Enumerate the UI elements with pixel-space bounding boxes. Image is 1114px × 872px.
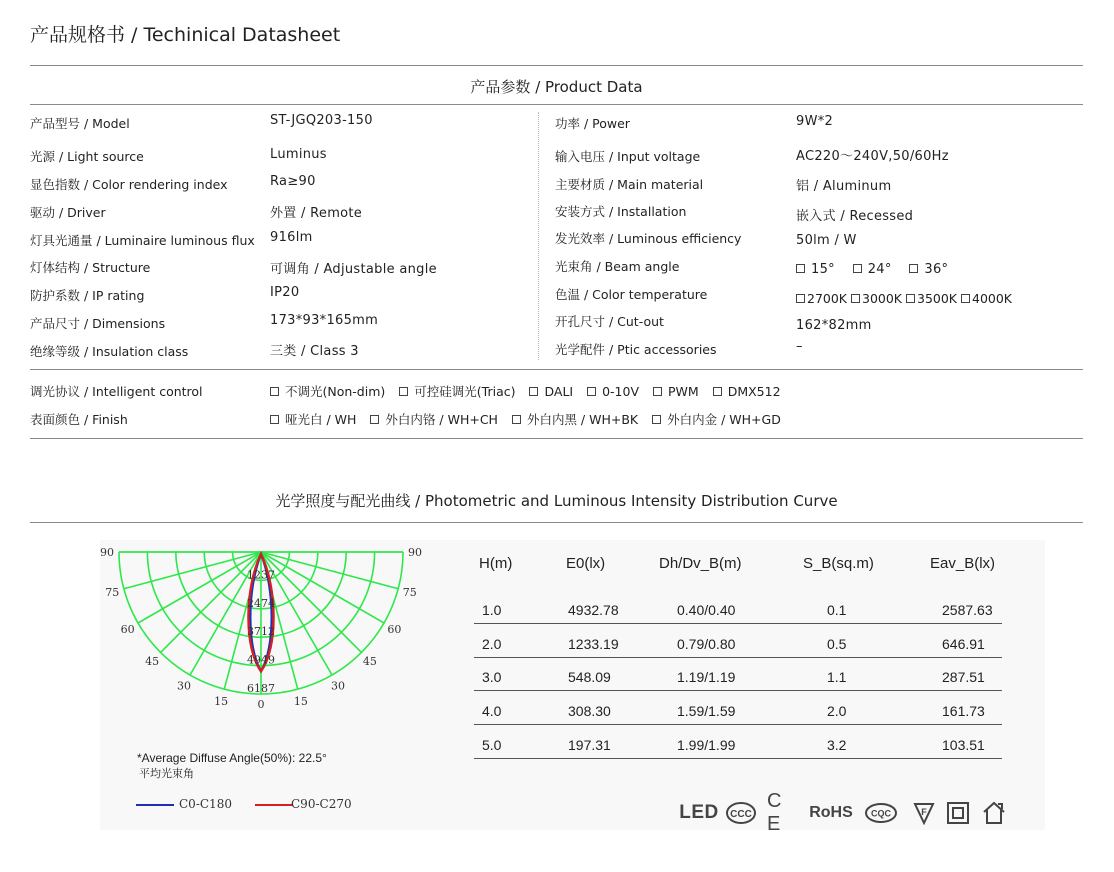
checkbox-icon [906, 294, 915, 303]
polar-angle-label: 15 [214, 694, 229, 708]
polar-ring-label: 1237 [247, 568, 275, 582]
control-options [270, 382, 795, 400]
svg-text:F: F [921, 807, 927, 817]
spec-value-insulation: 三类 / Class 3 [270, 344, 359, 359]
checkbox-icon [796, 294, 805, 303]
table-row-line [474, 690, 1002, 691]
diffuse-angle-note: *Average Diffuse Angle(50%): 22.5° [137, 751, 327, 765]
spec-value-input-voltage: AC220～240V,50/60Hz [796, 149, 949, 164]
spec-label-dimensions: 产品尺寸 / Dimensions [30, 316, 166, 331]
spec-value-power: 9W*2 [796, 114, 834, 129]
checkbox-icon [653, 387, 662, 396]
polar-spoke [261, 552, 384, 623]
table-cell: 103.51 [942, 737, 985, 753]
checkbox-icon [270, 415, 279, 424]
table-cell: 161.73 [942, 703, 985, 719]
checkbox-icon [909, 264, 918, 273]
control-option[interactable]: DMX512 [713, 384, 781, 399]
control-option[interactable]: 可控硅调光(Triac) [399, 384, 515, 399]
spec-label-cut-out: 开孔尺寸 / Cut-out [555, 314, 664, 329]
finish-options [270, 410, 795, 428]
cct-option-3500k[interactable]: 3500K [906, 291, 957, 306]
finish-option[interactable]: 外白内金 / WH+GD [652, 412, 781, 427]
table-row-line [474, 758, 1002, 759]
table-cell: 0.5 [827, 636, 847, 652]
checkbox-icon [270, 387, 279, 396]
table-cell: 0.1 [827, 602, 847, 618]
table-cell: 5.0 [482, 737, 502, 753]
page-title: 产品规格书 / Techinical Datasheet [30, 24, 341, 46]
spec-value-main-material: 铝 / Aluminum [796, 179, 892, 194]
table-cell: 1.1 [827, 669, 847, 685]
divider [30, 369, 1083, 370]
table-cell: 646.91 [942, 636, 985, 652]
polar-spoke [261, 552, 398, 589]
spec-value-structure: 可调角 / Adjustable angle [270, 262, 437, 277]
control-option[interactable]: PWM [653, 384, 699, 399]
polar-spoke [124, 552, 261, 589]
cqc-mark-icon [864, 798, 898, 828]
legend-c0-label: C0-C180 [179, 797, 232, 811]
table-cell: 3.2 [827, 737, 847, 753]
table-cell: 1.99/1.99 [677, 737, 736, 753]
svg-text:CCC: CCC [730, 809, 752, 820]
column-divider [538, 112, 539, 360]
divider [30, 438, 1083, 439]
table-cell: 197.31 [568, 737, 611, 753]
polar-spoke [161, 552, 261, 652]
table-cell: 548.09 [568, 669, 611, 685]
polar-angle-label: 60 [120, 623, 135, 636]
table-header-eav: Eav_B(lx) [930, 555, 996, 572]
checkbox-icon [370, 415, 379, 424]
table-cell: 4.0 [482, 703, 502, 719]
spec-label-driver: 驱动 / Driver [30, 205, 106, 220]
spec-label-installation: 安装方式 / Installation [555, 204, 687, 219]
spec-label-power: 功率 / Power [555, 116, 630, 131]
house-mark-icon [980, 798, 1008, 828]
checkbox-icon [713, 387, 722, 396]
diffuse-angle-note-cn: 平均光束角 [139, 768, 194, 780]
ccc-mark-icon [725, 798, 757, 828]
spec-value-luminous-flux: 916lm [270, 230, 313, 245]
control-option[interactable]: 不调光(Non-dim) [270, 384, 385, 399]
checkbox-icon [399, 387, 408, 396]
product-data-title: 产品参数 / Product Data [470, 78, 643, 96]
spec-label-insulation: 绝缘等级 / Insulation class [30, 344, 189, 359]
table-cell: 2.0 [482, 636, 502, 652]
finish-option[interactable]: 外白内黑 / WH+BK [512, 412, 638, 427]
divider [30, 104, 1083, 105]
finish-option[interactable]: 哑光白 / WH [270, 412, 356, 427]
cct-options [796, 291, 1012, 306]
spec-value-model: ST-JGQ203-150 [270, 113, 373, 128]
table-cell: 0.40/0.40 [677, 602, 736, 618]
beam-option-15[interactable]: 15° [796, 262, 835, 277]
spec-label-beam-angle: 光束角 / Beam angle [555, 259, 680, 274]
beam-angle-options [796, 262, 948, 277]
table-cell: 1.0 [482, 602, 502, 618]
finish-label: 表面颜色 / Finish [30, 412, 128, 427]
polar-angle-label: 90 [408, 546, 422, 559]
beam-option-36[interactable]: 36° [909, 262, 948, 277]
checkbox-icon [851, 294, 860, 303]
spec-value-light-source: Luminus [270, 147, 327, 162]
photometric-title: 光学照度与配光曲线 / Photometric and Luminous Intensity Distribution Curve [275, 492, 838, 510]
checkbox-icon [512, 415, 521, 424]
polar-angle-label: 0 [257, 698, 265, 711]
table-cell: 0.79/0.80 [677, 636, 736, 652]
table-row-line [474, 623, 1002, 624]
polar-angle-label: 45 [362, 654, 377, 668]
polar-angle-label: 75 [105, 585, 120, 599]
polar-spoke [138, 552, 261, 623]
spec-value-cri: Ra≥90 [270, 174, 316, 189]
checkbox-icon [587, 387, 596, 396]
polar-ring-label: 4949 [247, 653, 275, 667]
table-header-s: S_B(sq.m) [803, 555, 874, 572]
class-ii-icon [945, 798, 971, 828]
spec-value-driver: 外置 / Remote [270, 206, 363, 221]
spec-value-ip-rating: IP20 [270, 285, 300, 300]
table-header-h: H(m) [479, 555, 513, 572]
spec-label-structure: 灯体结构 / Structure [30, 260, 151, 275]
led-mark-icon: LED [679, 802, 719, 823]
checkbox-icon [961, 294, 970, 303]
checkbox-icon [529, 387, 538, 396]
spec-label-cri: 显色指数 / Color rendering index [30, 177, 228, 192]
checkbox-icon [853, 264, 862, 273]
polar-angle-label: 15 [293, 694, 308, 708]
divider [30, 522, 1083, 523]
table-cell: 1233.19 [568, 636, 619, 652]
polar-angle-label: 90 [100, 546, 114, 559]
f-mark-icon [912, 798, 936, 828]
table-cell: 4932.78 [568, 602, 619, 618]
control-label: 调光协议 / Intelligent control [30, 384, 203, 399]
checkbox-icon [652, 415, 661, 424]
finish-option[interactable]: 外白内铬 / WH+CH [370, 412, 498, 427]
legend-c0-line [136, 804, 174, 806]
spec-label-luminous-flux: 灯具光通量 / Luminaire luminous flux [30, 233, 255, 248]
cct-option-2700k[interactable]: 2700K [796, 291, 847, 306]
legend-c90-line [255, 804, 293, 806]
rohs-mark-icon: RoHS [809, 804, 853, 821]
spec-value-accessories: – [796, 339, 803, 354]
polar-spoke [261, 552, 361, 652]
polar-angle-label: 30 [331, 679, 345, 693]
spec-value-cut-out: 162*82mm [796, 318, 872, 333]
spec-label-ip-rating: 防护系数 / IP rating [30, 288, 145, 303]
cct-option-4000k[interactable]: 4000K [961, 291, 1012, 306]
polar-ring-label: 6187 [247, 682, 275, 695]
control-option[interactable]: DALI [529, 384, 573, 399]
polar-ring-label: 2474 [247, 596, 275, 610]
spec-label-input-voltage: 输入电压 / Input voltage [555, 149, 701, 164]
spec-label-main-material: 主要材质 / Main material [555, 177, 704, 192]
table-cell: 1.59/1.59 [677, 703, 736, 719]
table-header-dh-dv: Dh/Dv_B(m) [659, 555, 742, 572]
checkbox-icon [796, 264, 805, 273]
control-option[interactable]: 0-10V [587, 384, 639, 399]
table-row-line [474, 657, 1002, 658]
divider [30, 65, 1083, 66]
legend-c90-label: C90-C270 [291, 797, 352, 811]
table-cell: 3.0 [482, 669, 502, 685]
spec-label-model: 产品型号 / Model [30, 116, 130, 131]
polar-angle-label: 75 [402, 585, 417, 599]
table-header-e0: E0(lx) [566, 555, 606, 572]
spec-label-light-source: 光源 / Light source [30, 149, 144, 164]
svg-text:CQC: CQC [871, 808, 891, 819]
table-row-line [474, 724, 1002, 725]
polar-distribution-diagram [100, 540, 440, 730]
table-cell: 287.51 [942, 669, 985, 685]
spec-value-dimensions: 173*93*165mm [270, 313, 379, 328]
ce-mark-icon: C E [767, 790, 786, 835]
table-cell: 308.30 [568, 703, 611, 719]
table-cell: 2.0 [827, 703, 847, 719]
polar-angle-label: 60 [387, 623, 402, 636]
polar-angle-label: 45 [145, 654, 160, 668]
cct-option-3000k[interactable]: 3000K [851, 291, 902, 306]
spec-label-cct: 色温 / Color temperature [555, 287, 708, 302]
polar-ring-label: 3712 [247, 625, 275, 639]
table-cell: 1.19/1.19 [677, 669, 736, 685]
spec-label-accessories: 光学配件 / Ptic accessories [555, 342, 717, 357]
table-cell: 2587.63 [942, 602, 993, 618]
polar-angle-label: 30 [177, 679, 191, 693]
spec-label-luminous-efficiency: 发光效率 / Luminous efficiency [555, 231, 742, 246]
spec-value-luminous-efficiency: 50lm / W [796, 233, 857, 248]
beam-option-24[interactable]: 24° [853, 262, 892, 277]
spec-value-installation: 嵌入式 / Recessed [796, 209, 914, 224]
